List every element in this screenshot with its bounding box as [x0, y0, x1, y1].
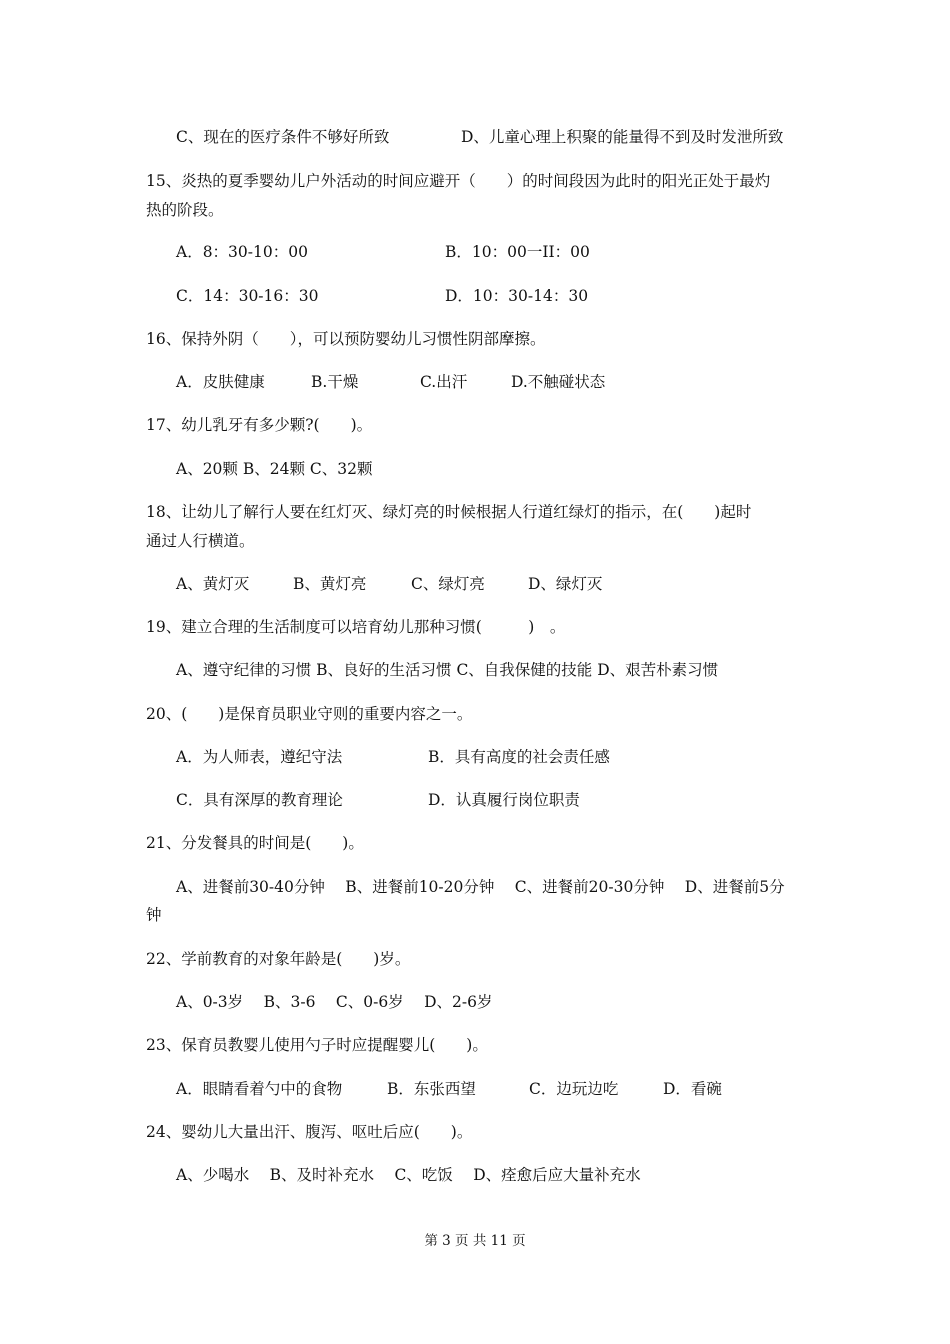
option-18a: A、黄灯灭: [176, 575, 250, 593]
options-24: A、少喝水 B、及时补充水 C、吃饭 D、痊愈后应大量补充水: [176, 1166, 641, 1184]
option-15a: A．8：30-10：00: [176, 243, 308, 261]
question-17: 17、幼儿乳牙有多少颗?( )。: [146, 416, 373, 434]
options-19: A、遵守纪律的习惯 B、良好的生活习惯 C、自我保健的技能 D、艰苦朴素习惯: [176, 661, 719, 679]
option-16a: A．皮肤健康: [176, 373, 265, 391]
option-15d: D．10：30-14：30: [445, 287, 589, 305]
question-15-line-2: 热的阶段。: [146, 201, 224, 219]
option-18d: D、绿灯灭: [528, 575, 603, 593]
option-23d: D．看碗: [663, 1080, 722, 1098]
question-24: 24、婴幼儿大量出汗、腹泻、呕吐后应( )。: [146, 1123, 473, 1141]
option-20c: C．具有深厚的教育理论: [176, 791, 343, 809]
question-18-line-1: 18、让幼儿了解行人要在红灯灭、绿灯亮的时候根据人行道红绿灯的指示，在( )起时: [146, 503, 752, 521]
question-16: 16、保持外阴（ ），可以预防婴幼儿习惯性阴部摩擦。: [146, 330, 546, 348]
options-22: A、0-3岁 B、3-6 C、0-6岁 D、2-6岁: [176, 993, 493, 1011]
question-21: 21、分发餐具的时间是( )。: [146, 834, 364, 852]
options-17: A、20颗 B、24颗 C、32颗: [176, 460, 373, 478]
option-18b: B、黄灯亮: [293, 575, 367, 593]
page-footer: 第 3 页 共 11 页: [424, 1233, 526, 1249]
options-21-line-1: A、进餐前30-40分钟 B、进餐前10-20分钟 C、进餐前20-30分钟 D、进餐前5分: [176, 878, 785, 896]
question-18-line-2: 通过人行横道。: [146, 532, 255, 550]
option-16d: D.不触碰状态: [511, 373, 606, 391]
option-23b: B．东张西望: [387, 1080, 476, 1098]
options-21-line-2: 钟: [146, 906, 162, 924]
option-20a: A．为人师表，遵纪守法: [176, 748, 343, 766]
option-18c: C、绿灯亮: [411, 575, 485, 593]
option-16c: C.出汗: [420, 373, 468, 391]
question-19: 19、建立合理的生活制度可以培育幼儿那种习惯( ) 。: [146, 618, 566, 636]
option-20d: D．认真履行岗位职责: [428, 791, 580, 809]
question-20: 20、( )是保育员职业守则的重要内容之一。: [146, 705, 473, 723]
question-23: 23、保育员教婴儿使用勺子时应提醒婴儿( )。: [146, 1036, 488, 1054]
option-23a: A．眼睛看着勺中的食物: [176, 1080, 343, 1098]
option-23c: C．边玩边吃: [529, 1080, 619, 1098]
question-22: 22、学前教育的对象年龄是( )岁。: [146, 950, 411, 968]
option-15b: B．10：00一II：00: [445, 243, 590, 261]
option-20b: B．具有高度的社会责任感: [428, 748, 610, 766]
option-16b: B.干燥: [311, 373, 359, 391]
question-15-line-1: 15、炎热的夏季婴幼儿户外活动的时间应避开（ ）的时间段因为此时的阳光正处于最灼: [146, 172, 771, 190]
option-15c: C．14：30-16：30: [176, 287, 319, 305]
option-14d: D、儿童心理上积聚的能量得不到及时发泄所致: [461, 128, 784, 146]
option-14c: C、现在的医疗条件不够好所致: [176, 128, 390, 146]
